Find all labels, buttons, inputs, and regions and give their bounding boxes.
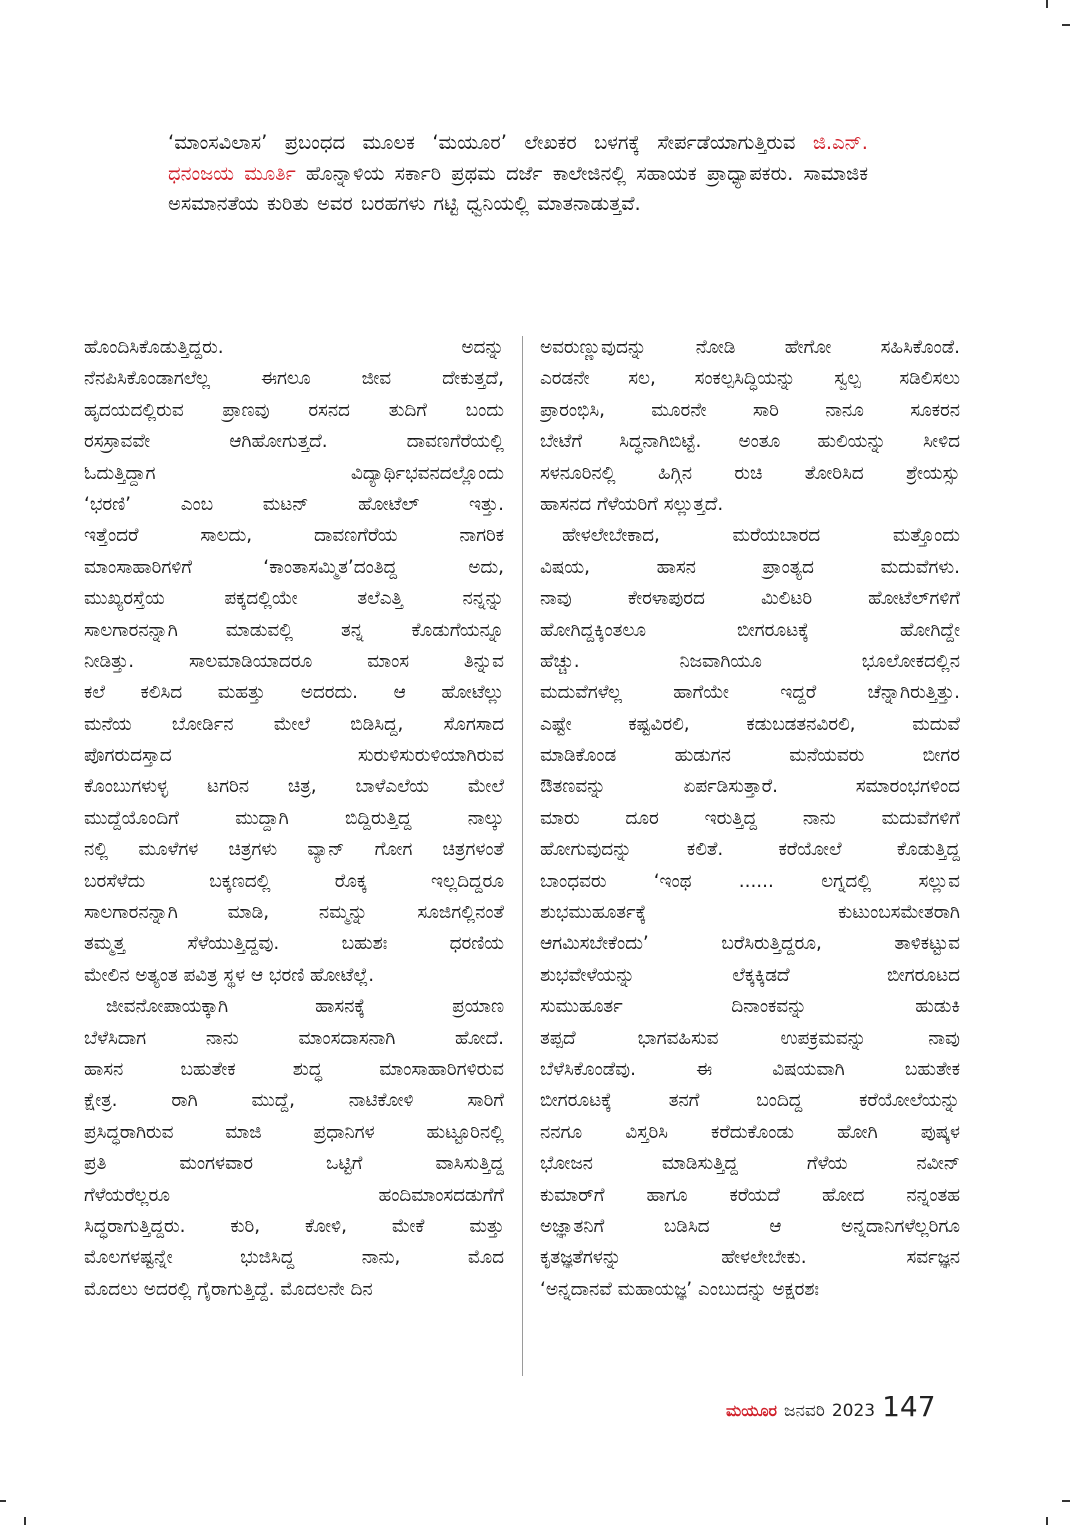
- text-line: ಮೊಲಗಳಷ್ಟನ್ನೇ ಭುಜಿಸಿದ್ದ ನಾನು, ಮೊದ: [84, 1247, 504, 1269]
- text-line: ಹೃದಯದಲ್ಲಿರುವ ಪ್ರಾಣವು ರಸನದ ತುದಿಗೆ ಬಂದು: [84, 399, 504, 421]
- text-line: ಅಜ್ಞಾತನಿಗೆ ಬಡಿಸಿದ ಆ ಅನ್ನದಾನಿಗಳೆಲ್ಲರಿಗೂ: [540, 1215, 960, 1237]
- text-line: ಮೇಲಿನ ಅತ್ಯಂತ ಪವಿತ್ರ ಸ್ಥಳ ಆ ಭರಣಿ ಹೋಟೆಲ್ಲೆ.: [84, 964, 375, 986]
- text-line: ಹೆಚ್ಚು. ನಿಜವಾಗಿಯೂ ಭೂಲೋಕದಲ್ಲಿನ: [540, 650, 960, 672]
- text-line: ಶುಭಮುಹೂರ್ತಕ್ಕೆ ಕುಟುಂಬಸಮೇತರಾಗಿ: [540, 902, 960, 924]
- text-line: ಮದುವೆಗಳೆಲ್ಲ ಹಾಗೆಯೇ ಇದ್ದರೆ ಚೆನ್ನಾಗಿರುತ್ತಿತ್ತು.: [540, 682, 960, 704]
- text-line: ಬೇಟೆಗೆ ಸಿದ್ಧನಾಗಿಬಿಟ್ಟೆ. ಅಂತೂ ಹುಲಿಯನ್ನು ಸೀಳಿದ: [540, 431, 960, 453]
- author-name: ಜಿ.ಎನ್. ಧನಂಜಯ ಮೂರ್ತಿ: [168, 131, 868, 185]
- text-line: ನೆನಪಿಸಿಕೊಂಡಾಗಲೆಲ್ಲ ಈಗಲೂ ಜೀವ ದೇಕುತ್ತದೆ,: [84, 368, 504, 390]
- page-number: 147: [882, 1390, 936, 1423]
- text-line: ತಪ್ಪದೆ ಭಾಗವಹಿಸುವ ಉಪಕ್ರಮವನ್ನು ನಾವು: [540, 1027, 960, 1049]
- text-line: ಶುಭವೇಳೆಯನ್ನು ಲೆಕ್ಕಕ್ಕಿಡದೆ ಬೀಗರೂಟದ: [540, 964, 960, 986]
- issue-year: 2023: [831, 1401, 876, 1421]
- right-column: [540, 332, 960, 1305]
- text-line: ಇತ್ತೆಂದರೆ ಸಾಲದು, ದಾವಣಗೆರೆಯ ನಾಗರಿಕ: [84, 525, 504, 547]
- magazine-name: ಮಯೂರ: [726, 1401, 778, 1420]
- text-line: ಸಾಲಗಾರನನ್ನಾಗಿ ಮಾಡಿ, ನಮ್ಮನ್ನು ಸೂಜಿಗಲ್ಲಿನಂತೆ: [84, 902, 504, 924]
- text-line: ಬರಸೆಳೆದು ಬಕ್ಕಣದಲ್ಲಿ ರೊಕ್ಕ ಇಲ್ಲದಿದ್ದರೂ: [84, 870, 504, 892]
- text-line: ರಸಸ್ರಾವವೇ ಆಗಿಹೋಗುತ್ತದೆ. ದಾವಣಗೆರೆಯಲ್ಲಿ: [84, 431, 504, 453]
- text-line: ಬೆಳೆಸಿದಾಗ ನಾನು ಮಾಂಸದಾಸನಾಗಿ ಹೋದೆ.: [84, 1027, 504, 1049]
- page-footer: [726, 1390, 966, 1430]
- issue-month: ಜನವರಿ: [784, 1401, 825, 1421]
- text-line: ಮುಖ್ಯರಸ್ತೆಯ ಪಕ್ಕದಲ್ಲಿಯೇ ತಲೆಎತ್ತಿ ನನ್ನನ್ನು: [84, 588, 504, 610]
- text-line: ಔತಣವನ್ನು ಏರ್ಪಡಿಸುತ್ತಾರೆ. ಸಮಾರಂಭಗಳಿಂದ: [540, 776, 960, 798]
- text-line: ಹಾಸನ ಬಹುತೇಕ ಶುದ್ಧ ಮಾಂಸಾಹಾರಿಗಳಿರುವ: [84, 1058, 504, 1080]
- text-line: ಆಗಮಿಸಬೇಕೆಂದು’ ಬರೆಸಿರುತ್ತಿದ್ದರೂ, ತಾಳಿಕಟ್ಟುವ: [540, 933, 960, 955]
- text-line: ಜೀವನೋಪಾಯಕ್ಕಾಗಿ ಹಾಸನಕ್ಕೆ ಪ್ರಯಾಣ: [106, 996, 504, 1018]
- text-line: ಸಾಲಗಾರನನ್ನಾಗಿ ಮಾಡುವಲ್ಲಿ ತನ್ನ ಕೊಡುಗೆಯನ್ನೂ: [84, 619, 504, 641]
- text-line: ಸುಮುಹೂರ್ತ ದಿನಾಂಕವನ್ನು ಹುಡುಕಿ: [540, 996, 960, 1018]
- text-line: ನನಗೂ ವಿಸ್ತರಿಸಿ ಕರೆದುಕೊಂಡು ಹೋಗಿ ಪುಷ್ಕಳ: [540, 1121, 960, 1143]
- column-divider: [522, 336, 523, 1376]
- text-line: ಪೊಗರುದಸ್ತಾದ ಸುರುಳಿಸುರುಳಿಯಾಗಿರುವ: [84, 745, 504, 767]
- crop-mark: [1046, 0, 1048, 8]
- intro-text-after: ಹೊನ್ನಾಳಿಯ ಸರ್ಕಾರಿ ಪ್ರಥಮ ದರ್ಜೆ ಕಾಲೇಜಿನಲ್ಲಿ ಸಹಾಯಕ ಪ್ರಾಧ್ಯಾಪಕರು. ಸಾಮಾಜಿಕ ಅಸಮಾನತೆಯ ಕುರಿತು ಅವರ ಬರಹಗಳು ಗಟ್ಟಿ ಧ್ವನಿಯಲ್ಲಿ ಮಾತನಾಡುತ್ತವೆ.: [168, 161, 869, 215]
- text-line: ಮನೆಯ ಬೋರ್ಡಿನ ಮೇಲೆ ಬಿಡಿಸಿದ್ದ, ಸೊಗಸಾದ: [84, 713, 504, 735]
- text-line: ಕುಮಾರ್‌ಗೆ ಹಾಗೂ ಕರೆಯದೆ ಹೋದ ನನ್ನಂತಹ: [540, 1184, 960, 1206]
- text-line: ಓದುತ್ತಿದ್ದಾಗ ವಿದ್ಯಾರ್ಥಿಭವನದಲ್ಲೊಂದು: [84, 462, 504, 484]
- text-line: ಬೀಗರೂಟಕ್ಕೆ ತನಗೆ ಬಂದಿದ್ದ ಕರೆಯೋಲೆಯನ್ನು: [540, 1090, 960, 1112]
- text-line: ಮಾಡಿಕೊಂಡ ಹುಡುಗನ ಮನೆಯವರು ಬೀಗರ: [540, 745, 960, 767]
- text-line: ಸಳನೂರಿನಲ್ಲಿ ಹಿಗ್ಗಿನ ರುಚಿ ತೋರಿಸಿದ ಶ್ರೇಯಸ್ಸು: [540, 462, 960, 484]
- crop-mark: [24, 1517, 26, 1525]
- text-line: ಕೃತಜ್ಞತೆಗಳನ್ನು ಹೇಳಲೇಬೇಕು. ಸರ್ವಜ್ಞನ: [540, 1247, 960, 1269]
- text-line: ಕೊಂಬುಗಳುಳ್ಳ ಟಗರಿನ ಚಿತ್ರ, ಬಾಳೆಎಲೆಯ ಮೇಲೆ: [84, 776, 504, 798]
- text-line: ಪ್ರಸಿದ್ಧರಾಗಿರುವ ಮಾಜಿ ಪ್ರಧಾನಿಗಳ ಹುಟ್ಟೂರಿನಲ್ಲಿ: [84, 1121, 504, 1143]
- text-line: ಬಾಂಧವರು ‘ಇಂಥ ...... ಲಗ್ನದಲ್ಲಿ ಸಲ್ಲುವ: [540, 870, 960, 892]
- text-line: ನೀಡಿತ್ತು. ಸಾಲಮಾಡಿಯಾದರೂ ಮಾಂಸ ತಿನ್ನುವ: [84, 650, 504, 672]
- text-line: ಕಲೆ ಕಲಿಸಿದ ಮಹತ್ತು ಅದರದು. ಆ ಹೋಟೆಲ್ಲು: [84, 682, 504, 704]
- text-line: ಕ್ಷೇತ್ರ. ರಾಗಿ ಮುದ್ದೆ, ನಾಟಿಕೋಳಿ ಸಾರಿಗೆ: [84, 1090, 504, 1112]
- intro-text-before: ‘ಮಾಂಸವಿಲಾಸ’ ಪ್ರಬಂಧದ ಮೂಲಕ ‘ಮಯೂರ’ ಲೇಖಕರ ಬಳಗಕ್ಕೆ ಸೇರ್ಪಡೆಯಾಗುತ್ತಿರುವ: [168, 131, 813, 154]
- text-line: ‘ಭರಣಿ’ ಎಂಬ ಮಟನ್ ಹೋಟೆಲ್ ಇತ್ತು.: [84, 493, 504, 515]
- text-line: ಅವರುಣ್ಣುವುದನ್ನು ನೋಡಿ ಹೇಗೋ ಸಹಿಸಿಕೊಂಡೆ.: [540, 337, 960, 358]
- text-line: ಹೇಳಲೇಬೇಕಾದ, ಮರೆಯಬಾರದ ಮತ್ತೊಂದು: [562, 525, 960, 547]
- text-line: ಹೊಂದಿಸಿಕೊಡುತ್ತಿದ್ದರು. ಅದನ್ನು: [84, 337, 504, 358]
- text-line: ಹೋಗುವುದನ್ನು ಕಲಿತೆ. ಕರೆಯೋಲೆ ಕೊಡುತ್ತಿದ್ದ: [540, 839, 960, 861]
- text-line: ‘ಅನ್ನದಾನವೆ ಮಹಾಯಜ್ಞ’ ಎಂಬುದನ್ನು ಅಕ್ಷರಶಃ: [540, 1278, 820, 1300]
- text-line: ಭೋಜನ ಮಾಡಿಸುತ್ತಿದ್ದ ಗೆಳೆಯ ನವೀನ್: [540, 1153, 960, 1175]
- text-line: ಎಷ್ಟೇ ಕಷ್ಟವಿರಲಿ, ಕಡುಬಡತನವಿರಲಿ, ಮದುವೆ: [540, 713, 960, 735]
- text-line: ಮೊದಲು ಅದರಲ್ಲಿ ಗೈರಾಗುತ್ತಿದ್ದೆ. ಮೊದಲನೇ ದಿನ: [84, 1278, 373, 1300]
- crop-mark: [0, 1500, 6, 1502]
- text-line: ಮಾಂಸಾಹಾರಿಗಳಿಗೆ ‘ಕಾಂತಾಸಮ್ಮಿತ’ದಂತಿದ್ದ ಅದು,: [84, 556, 504, 578]
- crop-mark: [1062, 1500, 1070, 1502]
- text-line: ಹೋಗಿದ್ದಕ್ಕಿಂತಲೂ ಬೀಗರೂಟಕ್ಕೆ ಹೋಗಿದ್ದೇ: [540, 619, 960, 641]
- crop-mark: [1062, 24, 1070, 26]
- text-line: ಪ್ರತಿ ಮಂಗಳವಾರ ಒಟ್ಟಿಗೆ ವಾಸಿಸುತ್ತಿದ್ದ: [84, 1153, 504, 1175]
- text-line: ಹಾಸನದ ಗೆಳೆಯರಿಗೆ ಸಲ್ಲುತ್ತದೆ.: [540, 493, 724, 515]
- text-line: ಸಿದ್ಧರಾಗುತ್ತಿದ್ದರು. ಕುರಿ, ಕೋಳಿ, ಮೇಕೆ ಮತ್ತು: [84, 1215, 504, 1237]
- text-line: ತಮ್ಮತ್ತ ಸೆಳೆಯುತ್ತಿದ್ದವು. ಬಹುಶಃ ಧರಣಿಯ: [84, 933, 504, 955]
- text-line: ಮಾರು ದೂರ ಇರುತ್ತಿದ್ದ ನಾನು ಮದುವೆಗಳಿಗೆ: [540, 807, 960, 829]
- text-line: ಬೆಳೆಸಿಕೊಂಡೆವು. ಈ ವಿಷಯವಾಗಿ ಬಹುತೇಕ: [540, 1058, 960, 1080]
- text-line: ನಲ್ಲಿ ಮೂಳೆಗಳ ಚಿತ್ರಗಳು ವ್ಯಾನ್ ಗೋಗ ಚಿತ್ರಗಳಂತೆ: [84, 839, 504, 861]
- crop-mark: [1046, 1517, 1048, 1525]
- text-line: ಮುದ್ದೆಯೊಂದಿಗೆ ಮುದ್ದಾಗಿ ಬಿದ್ದಿರುತ್ತಿದ್ದ ನಾಲ್ಕು: [84, 807, 504, 829]
- text-line: ಗೆಳೆಯರೆಲ್ಲರೂ ಹಂದಿಮಾಂಸದಡುಗೆಗೆ: [84, 1184, 504, 1206]
- text-line: ಪ್ರಾರಂಭಿಸಿ, ಮೂರನೇ ಸಾರಿ ನಾನೂ ಸೂಕರನ: [540, 399, 960, 421]
- left-column: [84, 332, 504, 1305]
- author-intro: [168, 128, 868, 220]
- text-line: ನಾವು ಕೇರಳಾಪುರದ ಮಿಲಿಟರಿ ಹೋಟೆಲ್‌ಗಳಿಗೆ: [540, 588, 960, 610]
- text-line: ವಿಷಯ, ಹಾಸನ ಪ್ರಾಂತ್ಯದ ಮದುವೆಗಳು.: [540, 556, 960, 578]
- text-line: ಎರಡನೇ ಸಲ, ಸಂಕಲ್ಪಸಿದ್ಧಿಯನ್ನು ಸ್ವಲ್ಪ ಸಡಿಲಿಸಲು: [540, 368, 960, 390]
